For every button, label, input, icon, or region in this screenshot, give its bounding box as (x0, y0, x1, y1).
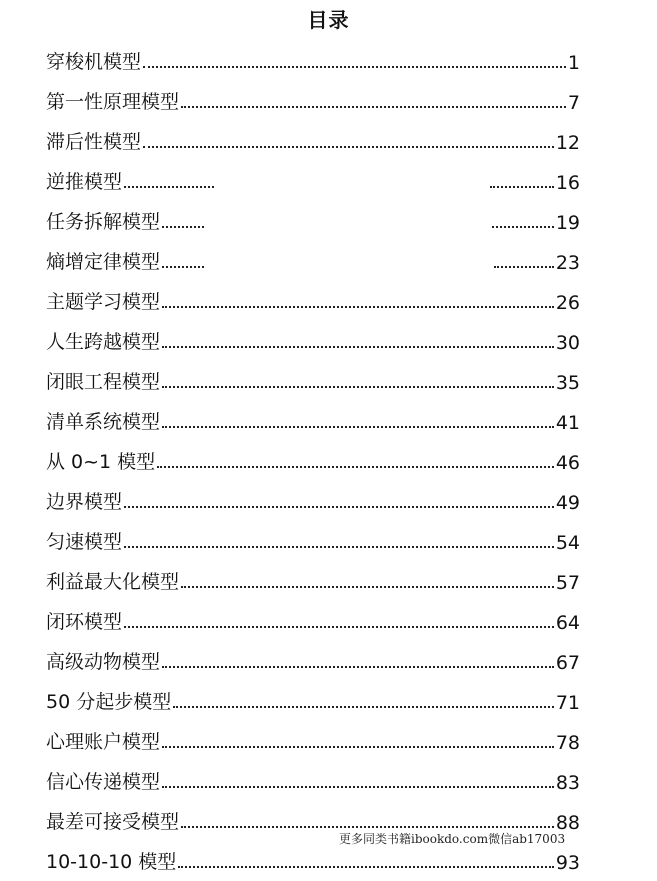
dot-leader (124, 626, 554, 628)
dot-leader (492, 226, 554, 228)
toc-entry-page: 23 (555, 252, 580, 274)
toc-entry-label: 任务拆解模型 (46, 211, 161, 233)
dot-leader (178, 866, 554, 868)
toc-entry[interactable] (46, 478, 580, 518)
toc-entry-page: 78 (555, 732, 580, 754)
toc-entry[interactable] (46, 318, 580, 358)
toc-entry[interactable] (46, 678, 580, 718)
toc-entry[interactable] (46, 638, 580, 678)
dot-leader (157, 466, 554, 468)
dot-leader (143, 146, 554, 148)
toc-entry-label: 滞后性模型 (46, 131, 142, 153)
toc-entry-label: 50 分起步模型 (46, 691, 172, 713)
toc-entry-label: 人生跨越模型 (46, 331, 161, 353)
toc-entry-label: 心理账户模型 (46, 731, 161, 753)
toc-entry[interactable] (46, 78, 580, 118)
toc-entry-label: 利益最大化模型 (46, 571, 180, 593)
dot-leader (143, 66, 566, 68)
toc-entry[interactable] (46, 758, 580, 798)
toc-entry-label: 第一性原理模型 (46, 91, 180, 113)
toc-entry-page: 35 (555, 372, 580, 394)
dot-leader (162, 386, 554, 388)
toc-entry-label: 从 0~1 模型 (46, 451, 156, 473)
toc-entry[interactable] (46, 358, 580, 398)
toc-entry-label: 最差可接受模型 (46, 811, 180, 833)
dot-leader (173, 706, 554, 708)
toc-entry-page: 1 (567, 52, 580, 74)
page-title: 目录 (307, 8, 350, 32)
toc-entry[interactable] (46, 278, 580, 318)
toc-entry[interactable] (46, 38, 580, 78)
toc-entry-label: 主题学习模型 (46, 291, 161, 313)
dot-leader (162, 426, 554, 428)
dot-leader (162, 786, 554, 788)
toc-entry[interactable] (46, 158, 580, 198)
toc-entry-label: 闭环模型 (46, 611, 123, 633)
toc-entry-label: 逆推模型 (46, 171, 123, 193)
dot-leader (162, 666, 554, 668)
toc-entry[interactable] (46, 558, 580, 598)
toc-entry-page: 93 (555, 852, 580, 874)
toc-entry-label: 穿梭机模型 (46, 51, 142, 73)
toc-entry-label: 信心传递模型 (46, 771, 161, 793)
toc-entry-page: 46 (555, 452, 580, 474)
toc-list (46, 38, 580, 878)
toc-entry-label: 闭眼工程模型 (46, 371, 161, 393)
toc-entry-page: 26 (555, 292, 580, 314)
toc-entry-page: 83 (555, 772, 580, 794)
dot-leader (124, 506, 554, 508)
toc-entry-label: 匀速模型 (46, 531, 123, 553)
toc-entry-label: 清单系统模型 (46, 411, 161, 433)
dot-leader (490, 186, 554, 188)
toc-entry-page: 64 (555, 612, 580, 634)
toc-entry-page: 71 (555, 692, 580, 714)
dot-leader (162, 346, 554, 348)
dot-leader (181, 106, 566, 108)
dot-leader (162, 226, 204, 228)
toc-entry-page: 7 (567, 92, 580, 114)
toc-entry-page: 12 (555, 132, 580, 154)
toc-entry[interactable] (46, 718, 580, 758)
toc-entry-page: 88 (555, 812, 580, 834)
dot-leader (181, 826, 554, 828)
dot-leader (162, 306, 554, 308)
toc-entry-page: 49 (555, 492, 580, 514)
dot-leader (162, 266, 204, 268)
dot-leader (124, 186, 214, 188)
dot-leader (181, 586, 554, 588)
toc-entry-page: 67 (555, 652, 580, 674)
toc-entry[interactable] (46, 198, 580, 238)
toc-entry-label: 熵增定律模型 (46, 251, 161, 273)
toc-entry[interactable] (46, 598, 580, 638)
watermark-text: 更多同类书籍ibookdo.com微信ab17003 (339, 832, 566, 846)
dot-leader (162, 746, 554, 748)
toc-entry-page: 57 (555, 572, 580, 594)
toc-entry-label: 10-10-10 模型 (46, 851, 177, 873)
toc-entry[interactable] (46, 398, 580, 438)
toc-entry-label: 边界模型 (46, 491, 123, 513)
toc-entry-label: 高级动物模型 (46, 651, 161, 673)
toc-entry[interactable] (46, 238, 580, 278)
toc-entry-page: 16 (555, 172, 580, 194)
dot-leader (494, 266, 554, 268)
toc-entry[interactable] (46, 438, 580, 478)
dot-leader (124, 546, 554, 548)
toc-entry-page: 19 (555, 212, 580, 234)
toc-entry-page: 30 (555, 332, 580, 354)
toc-entry[interactable] (46, 518, 580, 558)
toc-entry-page: 54 (555, 532, 580, 554)
toc-entry[interactable] (46, 118, 580, 158)
toc-entry-page: 41 (555, 412, 580, 434)
